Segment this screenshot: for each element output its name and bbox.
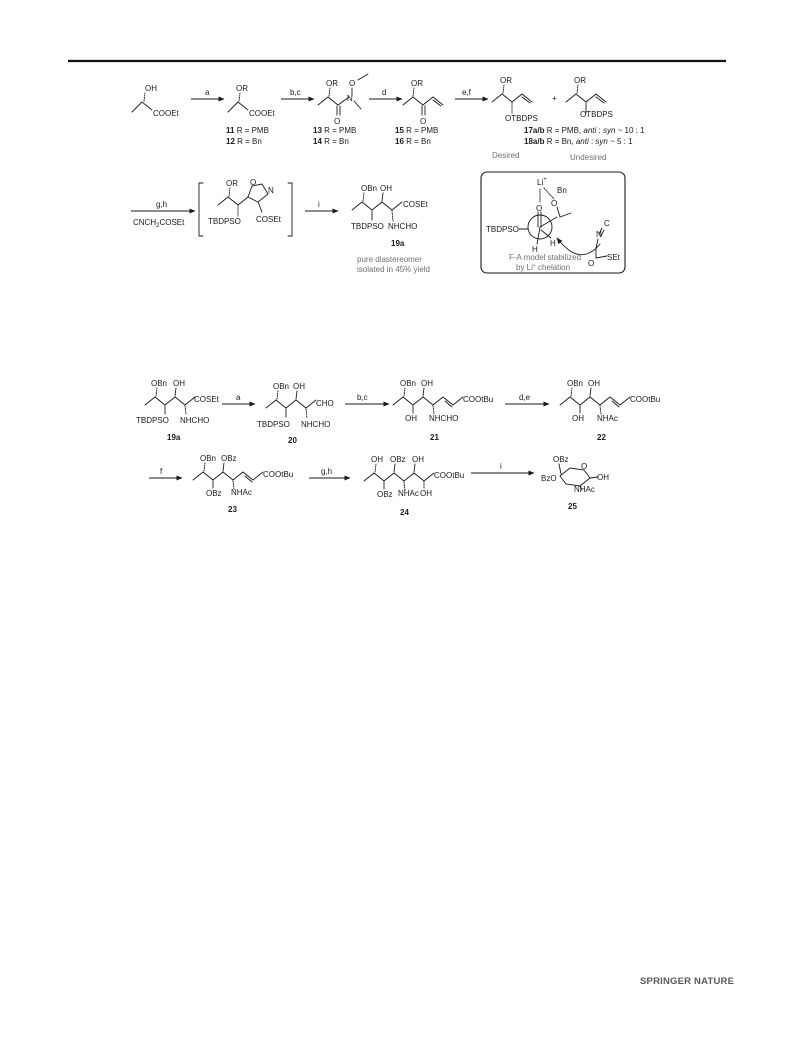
svg-text:a: a xyxy=(205,88,210,97)
oxazoline-intermediate xyxy=(199,178,292,236)
scheme2-compound-19a xyxy=(136,379,220,442)
svg-text:H: H xyxy=(550,239,556,248)
svg-text:COOtBu: COOtBu xyxy=(463,395,494,404)
svg-text:11 R = PMB: 11 R = PMB xyxy=(226,126,269,135)
svg-text:BzO: BzO xyxy=(541,474,557,483)
svg-text:e,f: e,f xyxy=(462,88,471,97)
svg-text:OH: OH xyxy=(293,382,305,391)
svg-text:19a: 19a xyxy=(391,239,405,248)
svg-text:OBz: OBz xyxy=(553,455,569,464)
svg-text:COOtBu: COOtBu xyxy=(263,470,294,479)
svg-text:C: C xyxy=(604,219,610,228)
svg-text:21: 21 xyxy=(430,433,439,442)
svg-text:OTBDPS: OTBDPS xyxy=(580,110,613,119)
svg-text:i: i xyxy=(500,462,502,471)
svg-text:OR: OR xyxy=(574,76,586,85)
svg-text:13 R = PMB: 13 R = PMB xyxy=(313,126,357,135)
svg-text:by Li+ chelation: by Li+ chelation xyxy=(516,263,571,272)
felkin-anh-model-box xyxy=(481,172,625,273)
compound-19a xyxy=(351,184,430,274)
svg-text:15 R = PMB: 15 R = PMB xyxy=(395,126,439,135)
svg-text:OBz: OBz xyxy=(390,455,406,464)
svg-text:OBn: OBn xyxy=(273,382,290,391)
scheme2-arrow-a xyxy=(222,393,255,404)
scheme2-arrow-i xyxy=(471,462,534,473)
svg-text:OBz: OBz xyxy=(206,489,222,498)
svg-text:OBn: OBn xyxy=(200,454,217,463)
svg-text:OBz: OBz xyxy=(377,490,393,499)
svg-text:OH: OH xyxy=(572,414,584,423)
svg-text:16 R = Bn: 16 R = Bn xyxy=(395,137,431,146)
svg-text:OH: OH xyxy=(412,455,424,464)
svg-text:12 R = Bn: 12 R = Bn xyxy=(226,137,262,146)
svg-text:OBn: OBn xyxy=(151,379,168,388)
ester-group: COOEt xyxy=(153,109,179,118)
svg-text:OBn: OBn xyxy=(361,184,378,193)
arrow-d xyxy=(369,88,402,99)
svg-text:O: O xyxy=(250,178,257,187)
svg-text:NHCHO: NHCHO xyxy=(388,222,418,231)
svg-text:OR: OR xyxy=(326,79,338,88)
compound-24 xyxy=(364,455,464,517)
scheme2-arrow-f xyxy=(149,467,182,478)
svg-text:NHAc: NHAc xyxy=(597,414,618,423)
svg-text:COOEt: COOEt xyxy=(249,109,275,118)
svg-text:OBn: OBn xyxy=(567,379,584,388)
compound-15-16 xyxy=(395,79,443,146)
svg-text:COSEt: COSEt xyxy=(256,215,281,224)
compound-25 xyxy=(541,455,609,511)
oh-group: OH xyxy=(145,84,157,93)
svg-text:OH: OH xyxy=(420,489,432,498)
compound-23 xyxy=(193,454,293,514)
svg-text:OR: OR xyxy=(500,76,512,85)
svg-text:OBn: OBn xyxy=(400,379,417,388)
undesired-label: Undesired xyxy=(570,153,607,162)
arrow-gh xyxy=(131,200,195,229)
svg-text:20: 20 xyxy=(288,436,297,445)
svg-text:H: H xyxy=(532,245,538,254)
svg-text:OH: OH xyxy=(597,473,609,482)
svg-text:b,c: b,c xyxy=(290,88,301,97)
svg-text:f: f xyxy=(160,467,163,476)
svg-text:14 R = Bn: 14 R = Bn xyxy=(313,137,349,146)
arrow-ef xyxy=(455,88,488,99)
compound-13-14 xyxy=(313,74,368,146)
svg-text:19a: 19a xyxy=(167,433,181,442)
svg-text:d,e: d,e xyxy=(519,393,531,402)
svg-text:OH: OH xyxy=(588,379,600,388)
svg-text:OTBDPS: OTBDPS xyxy=(505,114,538,123)
svg-text:a: a xyxy=(236,393,241,402)
svg-text:OR: OR xyxy=(411,79,423,88)
svg-text:Bn: Bn xyxy=(557,186,567,195)
arrow-bc xyxy=(281,88,314,99)
svg-text:g,h: g,h xyxy=(156,200,168,209)
svg-text:TBDPSO: TBDPSO xyxy=(351,222,384,231)
svg-text:23: 23 xyxy=(228,505,237,514)
svg-text:NHAc: NHAc xyxy=(231,488,252,497)
svg-text:NHCHO: NHCHO xyxy=(429,414,459,423)
svg-text:NHAc: NHAc xyxy=(398,489,419,498)
svg-text:TBDPSO: TBDPSO xyxy=(208,217,241,226)
svg-text:OH: OH xyxy=(380,184,392,193)
scheme2-arrow-gh xyxy=(309,467,350,478)
svg-text:O: O xyxy=(551,199,558,208)
arrow-i xyxy=(305,200,338,211)
svg-text:O: O xyxy=(334,117,341,126)
svg-text:d: d xyxy=(382,88,387,97)
svg-text:NHCHO: NHCHO xyxy=(180,416,210,425)
svg-text:TBDPSO: TBDPSO xyxy=(486,225,519,234)
svg-text:NHAc: NHAc xyxy=(574,485,595,494)
start-lactate xyxy=(132,84,180,118)
svg-text:COSEt: COSEt xyxy=(403,200,428,209)
svg-text:N: N xyxy=(596,230,602,239)
svg-text:SEt: SEt xyxy=(607,253,620,262)
svg-text:OH: OH xyxy=(421,379,433,388)
svg-text:O: O xyxy=(349,79,356,88)
svg-text:COOtBu: COOtBu xyxy=(434,471,465,480)
svg-text:24: 24 xyxy=(400,508,409,517)
svg-text:i: i xyxy=(318,200,320,209)
scheme2-arrow-de xyxy=(505,393,549,404)
compound-17-18 xyxy=(492,76,645,162)
svg-text:+: + xyxy=(552,94,557,103)
arrow-a xyxy=(191,88,224,99)
svg-text:O: O xyxy=(581,462,588,471)
svg-text:CNCH2COSEt: $CNCH_2COSEt$ xyxy=(133,218,185,229)
svg-text:O: O xyxy=(420,117,427,126)
svg-text:pure diastereomer: pure diastereomer xyxy=(357,255,422,264)
svg-text:TBDPSO: TBDPSO xyxy=(136,416,169,425)
svg-text:17a/b R = PMB, anti : syn ~ 10: 17a/b R = PMB, anti : syn ~ 10 : 1 xyxy=(524,126,645,135)
svg-text:OR: OR xyxy=(236,84,248,93)
svg-text:Li+: Li+ xyxy=(537,177,547,187)
svg-text:NHCHO: NHCHO xyxy=(301,420,331,429)
svg-text:b,c: b,c xyxy=(357,393,368,402)
svg-text:OH: OH xyxy=(405,414,417,423)
svg-text:N: N xyxy=(268,186,274,195)
svg-text:CHO: CHO xyxy=(316,399,334,408)
svg-text:isolated in 45% yield: isolated in 45% yield xyxy=(357,265,430,274)
svg-text:18a/b R = Bn, anti : syn ~ 5 :: 18a/b R = Bn, anti : syn ~ 5 : 1 xyxy=(524,137,633,146)
svg-text:TBDPSO: TBDPSO xyxy=(257,420,290,429)
svg-text:O: O xyxy=(588,259,595,268)
svg-text:O: O xyxy=(536,204,543,213)
svg-text:25: 25 xyxy=(568,502,577,511)
compound-20 xyxy=(257,382,334,445)
compound-22 xyxy=(560,379,660,442)
svg-text:F-A model stabilized: F-A model stabilized xyxy=(509,253,582,262)
svg-text:N: N xyxy=(347,94,353,103)
svg-text:g,h: g,h xyxy=(321,467,333,476)
compound-21 xyxy=(393,379,493,442)
desired-label: Desired xyxy=(492,151,520,160)
svg-text:OH: OH xyxy=(371,455,383,464)
svg-text:OH: OH xyxy=(173,379,185,388)
svg-text:COSEt: COSEt xyxy=(194,395,219,404)
compound-11-12 xyxy=(226,84,276,146)
scheme2-arrow-bc xyxy=(345,393,389,404)
svg-text:OR: OR xyxy=(226,179,238,188)
springer-nature-logo: SPRINGER NATURE xyxy=(640,976,735,987)
svg-text:COOtBu: COOtBu xyxy=(630,395,661,404)
svg-text:OBz: OBz xyxy=(221,454,237,463)
svg-text:22: 22 xyxy=(597,433,606,442)
